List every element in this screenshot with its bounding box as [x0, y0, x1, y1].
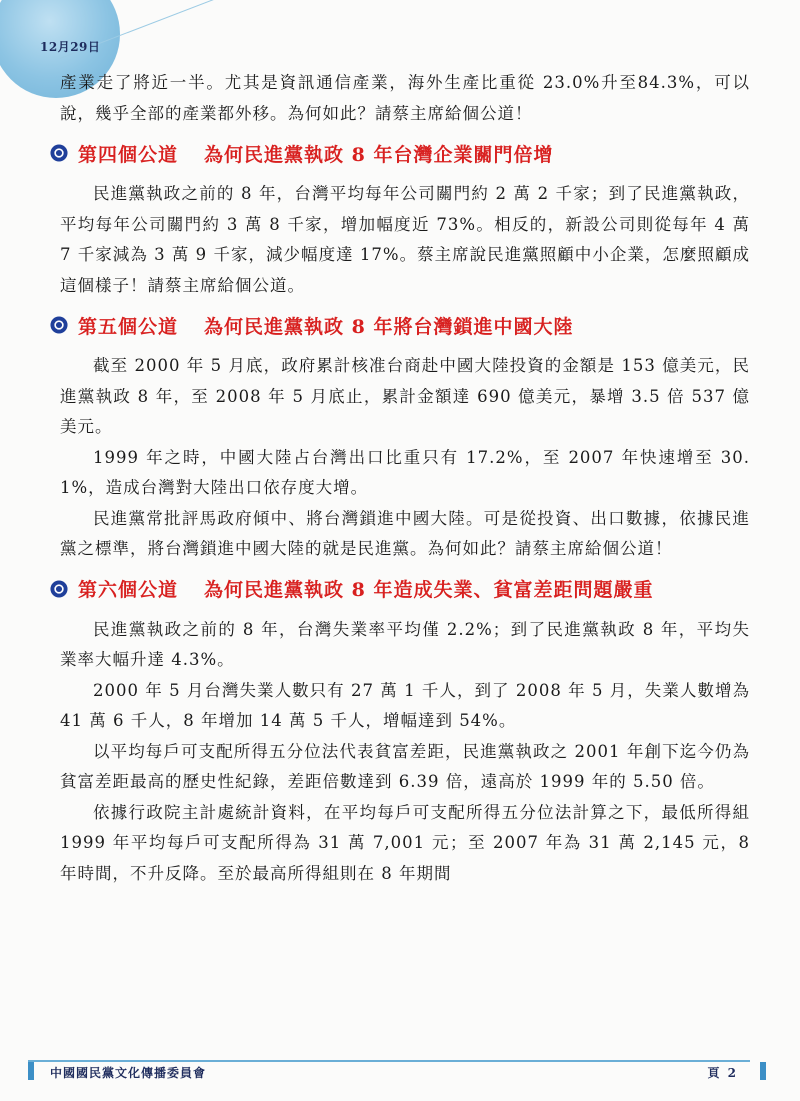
section-paragraph: 2000 年 5 月台灣失業人數只有 27 萬 1 千人，到了 2008 年 5 月，失業人數增為 41 萬 6 千人，8 年增加 14 萬 5 千人，增幅達到 54%。 — [60, 680, 750, 730]
kmt-emblem-icon — [50, 316, 68, 334]
kmt-emblem-icon — [50, 144, 68, 162]
section-paragraph: 1999 年之時，中國大陸占台灣出口比重只有 17.2%，至 2007 年快速增至 30.1%，造成台灣對大陸出口依存度大增。 — [60, 447, 750, 497]
page-number: 頁 2 — [707, 1066, 738, 1080]
section-paragraph: 民進黨常批評馬政府傾中、將台灣鎖進中國大陸。可是從投資、出口數據，依據民進黨之標準，將台灣鎖進中國大陸的就是民進黨。為何如此？請蔡主席給個公道！ — [60, 508, 750, 558]
section-heading-6 — [50, 571, 750, 607]
section-title: 為何民進黨執政 8 年造成失業、貧富差距問題嚴重 — [204, 579, 654, 601]
section-heading-4 — [50, 135, 750, 171]
section-number: 第五個公道 — [78, 315, 179, 338]
kmt-emblem-icon — [50, 580, 68, 598]
section-title: 為何民進黨執政 8 年台灣企業關門倍增 — [204, 143, 554, 166]
intro-paragraph: 產業走了將近一半。尤其是資訊通信產業，海外生產比重從 23.0%升至84.3%，可以說，幾乎全部的產業都外移。為何如此？請蔡主席給個公道！ — [60, 73, 750, 123]
page-date: 12月29日 — [40, 40, 101, 54]
section-paragraph: 依據行政院主計處統計資料，在平均每戶可支配所得五分位法計算之下，最低所得組 1999 年平均每戶可支配所得為 31 萬 7,001 元；至 2007 年為 31 萬 2,145 元，8 年時間，不升反降。至於最高所得組則在 8 年期間 — [60, 802, 750, 883]
section-paragraph: 民進黨執政之前的 8 年，台灣平均每年公司關門約 2 萬 2 千家；到了民進黨執政，平均每年公司關門約 3 萬 8 千家，增加幅度近 73%。相反的，新設公司則從每年 4 萬 7 千家減為 3 萬 9 千家，減少幅度達 17%。蔡主席說民進黨照顧中小企業，怎麼照顧成這個樣子！請蔡主席給個公道。 — [60, 184, 750, 295]
footer-square-left — [28, 1062, 34, 1080]
document-body — [60, 68, 750, 889]
section-number: 第六個公道 — [78, 579, 179, 601]
footer-square-right — [760, 1062, 766, 1080]
section-paragraph: 截至 2000 年 5 月底，政府累計核准台商赴中國大陸投資的金額是 153 億美元，民進黨執政 8 年，至 2008 年 5 月底止，累計金額達 690 億美元，暴增 3.5 倍 537 億美元。 — [60, 356, 750, 436]
section-title: 為何民進黨執政 8 年將台灣鎖進中國大陸 — [204, 315, 574, 338]
footer-rule — [28, 1060, 750, 1062]
section-heading-5 — [50, 307, 750, 343]
section-paragraph: 民進黨執政之前的 8 年，台灣失業率平均僅 2.2%；到了民進黨執政 8 年，平均失業率大幅升達 4.3%。 — [60, 619, 750, 669]
page-footer — [28, 1060, 750, 1082]
section-number: 第四個公道 — [78, 143, 179, 166]
section-paragraph: 以平均每戶可支配所得五分位法代表貧富差距，民進黨執政之 2001 年創下迄今仍為貧富差距最高的歷史性紀錄，差距倍數達到 6.39 倍，遠高於 1999 年的 5.50 倍。 — [60, 741, 750, 791]
footer-organization: 中國國民黨文化傳播委員會 — [50, 1066, 207, 1080]
